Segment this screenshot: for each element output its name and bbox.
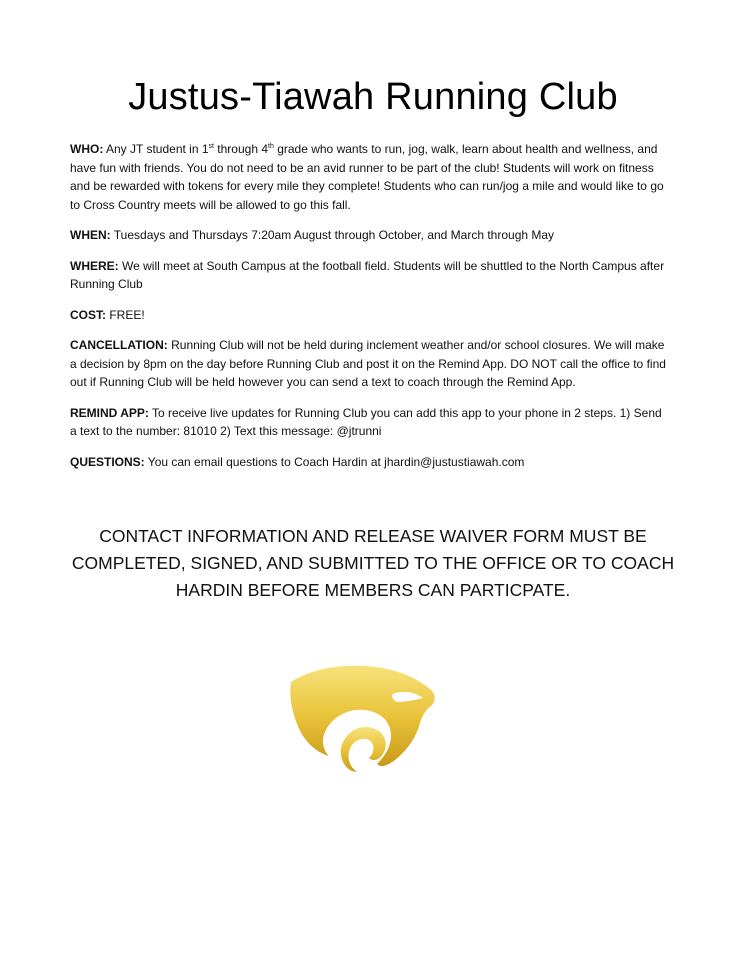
cancellation-text: Running Club will not be held during inclement weather and/or school closures. We will make a decision by 8pm on the day before Running Club and post it on the Remind App. DO NOT call the office to find out if Running Club will be held however you can send a text to coach through the Remind App. [70,338,666,389]
cost-text: FREE! [106,307,145,322]
cancellation-paragraph [70,336,670,392]
who-sup-1: st [208,143,214,150]
where-label: WHERE: [70,258,119,273]
cost-paragraph [70,306,670,325]
wildcat-head-shape [290,666,435,766]
questions-paragraph [70,453,670,472]
questions-label: QUESTIONS: [70,454,145,469]
when-label: WHEN: [70,228,111,242]
when-text: Tuesdays and Thursdays 7:20am August through October, and March through May [110,228,555,242]
wildcat-logo-icon [285,660,445,775]
waiver-notice: CONTACT INFORMATION AND RELEASE WAIVER FORM MUST BE COMPLETED, SIGNED, AND SUBMITTED TO THE OFFICE OR TO COACH HARDIN BEFORE MEMBERS CAN PARTICPATE. [71,526,675,600]
page-title: Justus-Tiawah Running Club [128,76,618,118]
who-text-3: grade who wants to run, jog, walk, learn about health and wellness, and have fun with friends. You do not need to be an avid runner to be part of the club! Students will work on fitness and be rewarded with tokens for every mile they complete! Students who can run/jog a mile and would like to go to Cross Country meets will be allowed to go this fall. [70,142,664,212]
remind-app-label: REMIND APP: [70,405,149,420]
cost-label: COST: [70,307,106,322]
remind-app-text: To receive live updates for Running Club you can add this app to your phone in 2 steps. 1) Send a text to the number: 81010 2) Text this message: @jtrunni [70,405,662,438]
remind-app-paragraph [70,404,670,441]
who-text-2: through 4 [213,142,269,156]
where-text: We will meet at South Campus at the football field. Students will be shuttled to the North Campus after Running Club [70,258,665,291]
flyer-body [70,140,670,483]
who-text-1: Any JT student in 1 [103,142,209,156]
where-paragraph [70,257,670,294]
questions-text: You can email questions to Coach Hardin at jhardin@justustiawah.com [144,454,525,469]
cancellation-label: CANCELLATION: [70,338,168,352]
when-paragraph [70,226,670,245]
who-paragraph [70,140,670,214]
who-sup-2: th [268,143,274,150]
who-label: WHO: [70,142,104,156]
